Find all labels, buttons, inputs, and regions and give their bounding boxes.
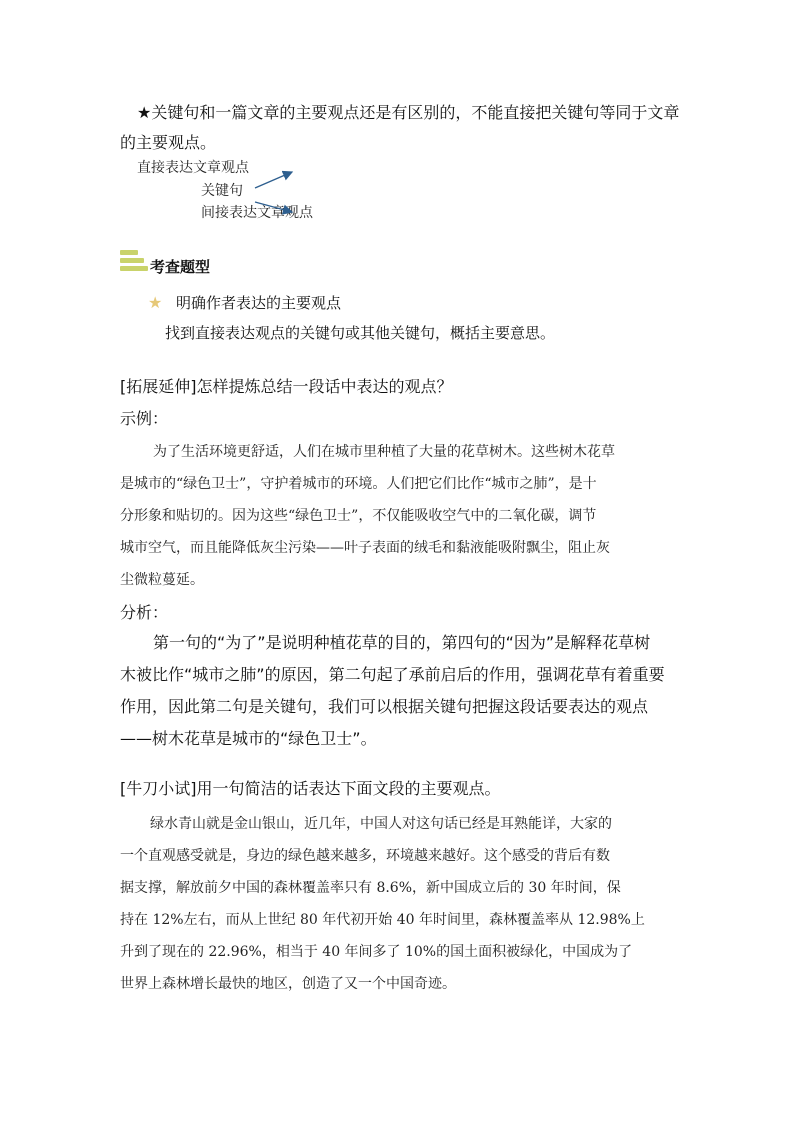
analysis-line: ——树木花草是城市的“绿色卫士”。 bbox=[120, 729, 377, 748]
analysis-label: 分析： bbox=[120, 603, 169, 622]
example-line: 为了生活环境更舒适，人们在城市里种植了大量的花草树木。这些树木花草 bbox=[153, 444, 615, 460]
analysis-line: 木被比作“城市之肺”的原因，第二句起了承前启后的作用，强调花草有着重要 bbox=[120, 665, 665, 684]
extension-heading: [拓展延伸]怎样提炼总结一段话中表达的观点？ bbox=[120, 377, 453, 396]
practice-heading: [牛刀小试]用一句简洁的话表达下面文段的主要观点。 bbox=[120, 779, 501, 798]
exam-item-title: 明确作者表达的主要观点 bbox=[176, 294, 342, 312]
note-line-1 bbox=[137, 98, 680, 128]
diagram-indirect-label: 间接表达文章观点 bbox=[201, 205, 313, 221]
practice-line: 持在 12%左右，而从上世纪 80 年代初开始 40 年时间里，森林覆盖率从 12.98%上 bbox=[120, 912, 645, 928]
practice-line: 世界上森林增长最快的地区，创造了又一个中国奇迹。 bbox=[120, 976, 456, 992]
practice-line: 升到了现在的 22.96%，相当于 40 年间多了 10%的国土面积被绿化，中国成为了 bbox=[120, 944, 633, 960]
example-line: 是城市的“绿色卫士”，守护着城市的环境。人们把它们比作“城市之肺”，是十 bbox=[120, 476, 597, 492]
arrow-down-icon bbox=[255, 202, 292, 212]
section-title: 考查题型 bbox=[150, 258, 211, 276]
arrow-up-icon bbox=[255, 172, 292, 188]
diagram-key-label: 关键句 bbox=[201, 183, 243, 199]
example-label: 示例： bbox=[120, 409, 169, 428]
black-star-icon: ★ bbox=[137, 103, 152, 122]
diagram-arrows bbox=[240, 160, 350, 230]
analysis-line: 第一句的“为了”是说明种植花草的目的，第四句的“因为”是解释花草树 bbox=[153, 633, 651, 652]
light-star-icon: ★ bbox=[148, 293, 163, 312]
note-text-1: 关键句和一篇文章的主要观点还是有区别的，不能直接把关键句等同于文章 bbox=[151, 103, 680, 122]
analysis-line: 作用，因此第二句是关键句，我们可以根据关键句把握这段话要表达的观点 bbox=[120, 697, 649, 716]
example-line: 城市空气，而且能降低灰尘污染——叶子表面的绒毛和黏液能吸附飘尘，阻止灰 bbox=[120, 540, 610, 556]
example-line: 尘微粒蔓延。 bbox=[120, 572, 204, 588]
practice-line: 一个直观感受就是，身边的绿色越来越多，环境越来越好。这个感受的背后有数 bbox=[120, 848, 610, 864]
exam-item-desc: 找到直接表达观点的关键句或其他关键句，概括主要意思。 bbox=[165, 324, 556, 342]
example-line: 分形象和贴切的。因为这些“绿色卫士”，不仅能吸收空气中的二氧化碳，调节 bbox=[120, 508, 597, 524]
practice-line: 绿水青山就是金山银山，近几年，中国人对这句话已经是耳熟能详，大家的 bbox=[150, 816, 612, 832]
diagram-direct-label: 直接表达文章观点 bbox=[137, 160, 249, 176]
practice-line: 据支撑，解放前夕中国的森林覆盖率只有 8.6%，新中国成立后的 30 年时间，保 bbox=[120, 880, 621, 896]
note-line-2: 的主要观点。 bbox=[120, 133, 217, 152]
